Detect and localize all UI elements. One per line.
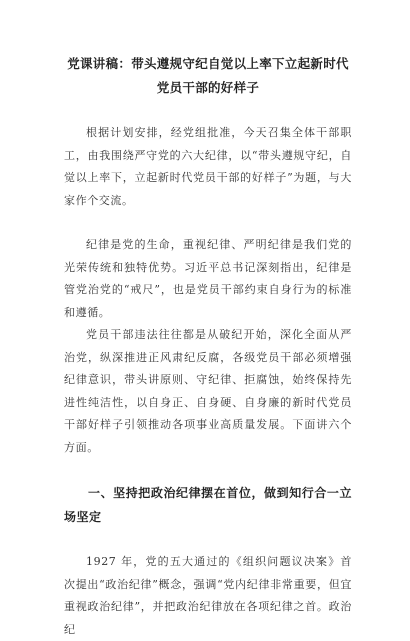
paragraph-section-1: 1927 年，党的五大通过的《组织问题议决案》首次提出“政治纪律”概念，强调“党内纪律非常重要，但宜重视政治纪律”，并把政治纪律放在各项纪律之首。政治纪	[64, 555, 352, 636]
paragraph-discipline-importance: 纪律是党的生命，重视纪律、严明纪律是我们党的光荣传统和独特优势。习近平总书记深刻指出，纪律是管党治党的“戒尺”，也是党员干部约束自身行为的标准和遵循。	[64, 238, 352, 319]
section-heading-1: 一、坚持把政治纪律摆在首位，做到知行合一立场坚定	[64, 486, 352, 524]
document-title: 党课讲稿：带头遵规守纪自觉以上率下立起新时代党员干部的好样子	[67, 56, 349, 95]
paragraph-intro: 根据计划安排，经党组批准，今天召集全体干部职工，由我围绕严守党的六大纪律，以“带头遵规守纪，自觉以上率下，立起新时代党员干部的好样子”为题，与大家作个交流。	[64, 126, 352, 207]
paragraph-discipline-requirements: 党员干部违法往往都是从破纪开始，深化全面从严治党，纵深推进正风肃纪反腐，各级党员干部必须增强纪律意识，带头讲原则、守纪律、拒腐蚀，始终保持先进性纯洁性，以自身正、自身硬、自身廉的新时代党员干部好样子引领推动各项事业高质量发展。下面讲六个方面。	[64, 328, 352, 454]
